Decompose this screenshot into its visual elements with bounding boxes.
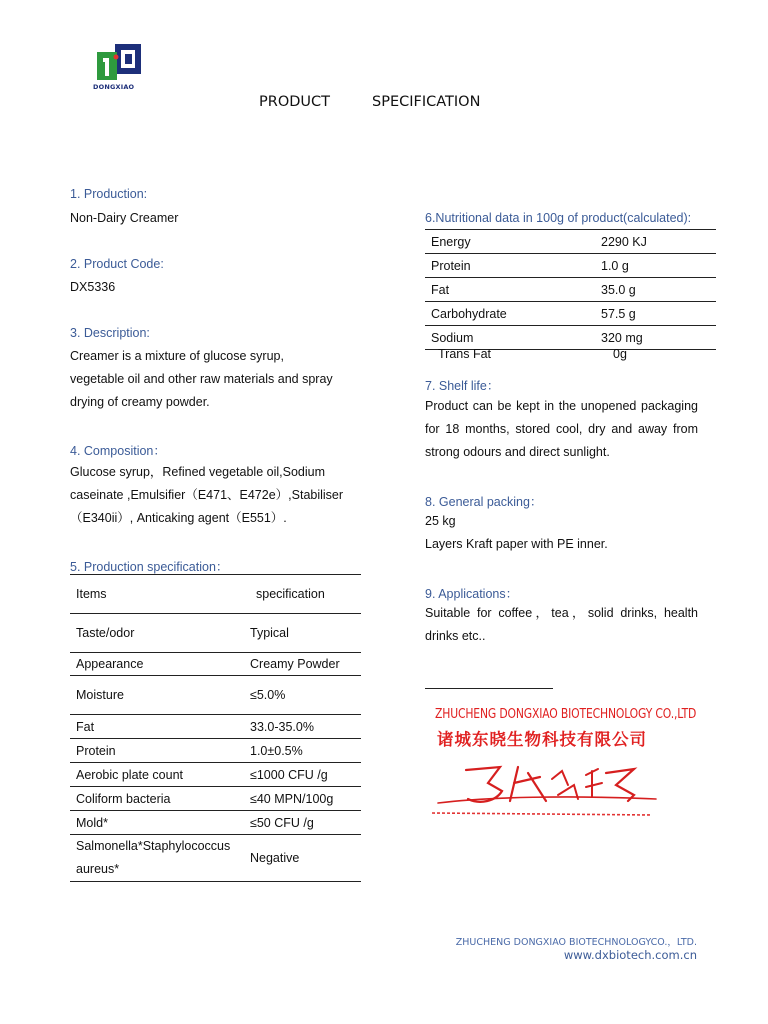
- spec-value: Creamy Powder: [244, 653, 361, 676]
- nutrient-value: 2290 KJ: [595, 230, 716, 254]
- packing-line: Layers Kraft paper with PE inner.: [425, 537, 608, 551]
- logo-text: DONGXIAO: [93, 83, 135, 91]
- spec-header-spec: specification: [244, 575, 361, 614]
- spec-value: ≤50 CFU /g: [244, 811, 361, 835]
- table-row: [70, 653, 361, 676]
- spec-item: Moisture: [70, 676, 244, 715]
- product-code-heading: 2. Product Code:: [70, 257, 164, 271]
- packing-text: [425, 510, 608, 556]
- handwritten-signature: [428, 755, 660, 820]
- packing-line: 25 kg: [425, 514, 456, 528]
- spec-value: ≤5.0%: [244, 676, 361, 715]
- nutrient-name: Carbohydrate: [425, 302, 595, 326]
- table-row: [70, 787, 361, 811]
- title-specification: SPECIFICATION: [372, 94, 481, 110]
- composition-line: caseinate ,Emulsifier（E471、E472e）,Stabiliser: [70, 488, 344, 502]
- spec-item: Aerobic plate count: [70, 763, 244, 787]
- spec-item: Appearance: [70, 653, 244, 676]
- nutrient-value: 1.0 g: [595, 254, 716, 278]
- applications-line: Suitable for coffee，tea，solid drinks, health: [425, 606, 698, 620]
- spec-heading: 5. Production specification：: [70, 560, 229, 574]
- table-row: [425, 278, 716, 302]
- shelf-life-line: strong odours and direct sunlight.: [425, 445, 610, 459]
- table-row: [70, 614, 361, 653]
- table-row: [70, 835, 361, 882]
- spec-value: Negative: [244, 835, 361, 882]
- composition-heading: 4. Composition：: [70, 444, 166, 458]
- product-code-value: DX5336: [70, 280, 116, 294]
- spec-item: Coliform bacteria: [70, 787, 244, 811]
- production-value: Non-Dairy Creamer: [70, 211, 179, 225]
- spec-item: Fat: [70, 715, 244, 739]
- table-row: [425, 230, 716, 254]
- description-line: Creamer is a mixture of glucose syrup,: [70, 349, 284, 363]
- table-row: [70, 763, 361, 787]
- production-heading: 1. Production:: [70, 187, 148, 201]
- description-text: [70, 345, 361, 414]
- spec-value: 1.0±0.5%: [244, 739, 361, 763]
- nutrient-name: Sodium: [425, 326, 595, 350]
- footer-website: www.dxbiotech.com.cn: [563, 948, 697, 962]
- spec-header-items: Items: [70, 575, 244, 614]
- applications-text: [425, 602, 698, 648]
- footer-company: ZHUCHENG DONGXIAO BIOTECHNOLOGYCO.，LTD.: [455, 937, 697, 948]
- shelf-life-text: [425, 395, 698, 464]
- spec-value: 33.0-35.0%: [244, 715, 361, 739]
- company-stamp-chinese: 诸城东晓生物科技有限公司: [437, 731, 647, 749]
- shelf-life-line: for 18 months, stored cool, dry and away from: [425, 422, 698, 436]
- composition-line: （E340ii）, Anticaking agent（E551）.: [70, 511, 287, 525]
- applications-heading: 9. Applications：: [425, 587, 519, 601]
- spec-item: Taste/odor: [70, 614, 244, 653]
- nutrient-name: Energy: [425, 230, 595, 254]
- table-row: [70, 739, 361, 763]
- nutrition-table: [425, 229, 716, 350]
- nutrient-value: 57.5 g: [595, 302, 716, 326]
- description-heading: 3. Description:: [70, 326, 150, 340]
- spec-item: Mold*: [70, 811, 244, 835]
- spec-table: [70, 574, 361, 882]
- composition-text: [70, 461, 361, 530]
- nutrient-name: Protein: [425, 254, 595, 278]
- spec-item: Salmonella*Staphylococcus aureus*: [70, 835, 244, 882]
- company-stamp-english: ZHUCHENG DONGXIAO BIOTECHNOLOGY CO.,LTD: [435, 706, 697, 722]
- description-line: vegetable oil and other raw materials and spray: [70, 372, 333, 386]
- trans-fat-label: Trans Fat: [438, 347, 492, 361]
- shelf-life-heading: 7. Shelf life：: [425, 379, 500, 393]
- spec-value: Typical: [244, 614, 361, 653]
- signature-line: [425, 688, 553, 689]
- nutrient-name: Fat: [425, 278, 595, 302]
- packing-heading: 8. General packing：: [425, 495, 543, 509]
- table-row: [70, 575, 361, 614]
- applications-line: drinks etc..: [425, 629, 486, 643]
- table-row: [425, 254, 716, 278]
- table-row: [425, 302, 716, 326]
- trans-fat-value: 0g: [613, 347, 627, 361]
- table-row: [70, 811, 361, 835]
- nutrition-heading: 6.Nutritional data in 100g of product(calculated):: [425, 211, 692, 225]
- composition-line: Glucose syrup，Refined vegetable oil,Sodium: [70, 465, 325, 479]
- title-product: PRODUCT: [259, 94, 330, 110]
- spec-item: Protein: [70, 739, 244, 763]
- description-line: drying of creamy powder.: [70, 395, 210, 409]
- table-row: [425, 326, 716, 350]
- table-row: [70, 676, 361, 715]
- nutrient-value: 320 mg: [595, 326, 716, 350]
- spec-value: ≤1000 CFU /g: [244, 763, 361, 787]
- spec-value: ≤40 MPN/100g: [244, 787, 361, 811]
- shelf-life-line: Product can be kept in the unopened packaging: [425, 399, 698, 413]
- table-row: [70, 715, 361, 739]
- nutrient-value: 35.0 g: [595, 278, 716, 302]
